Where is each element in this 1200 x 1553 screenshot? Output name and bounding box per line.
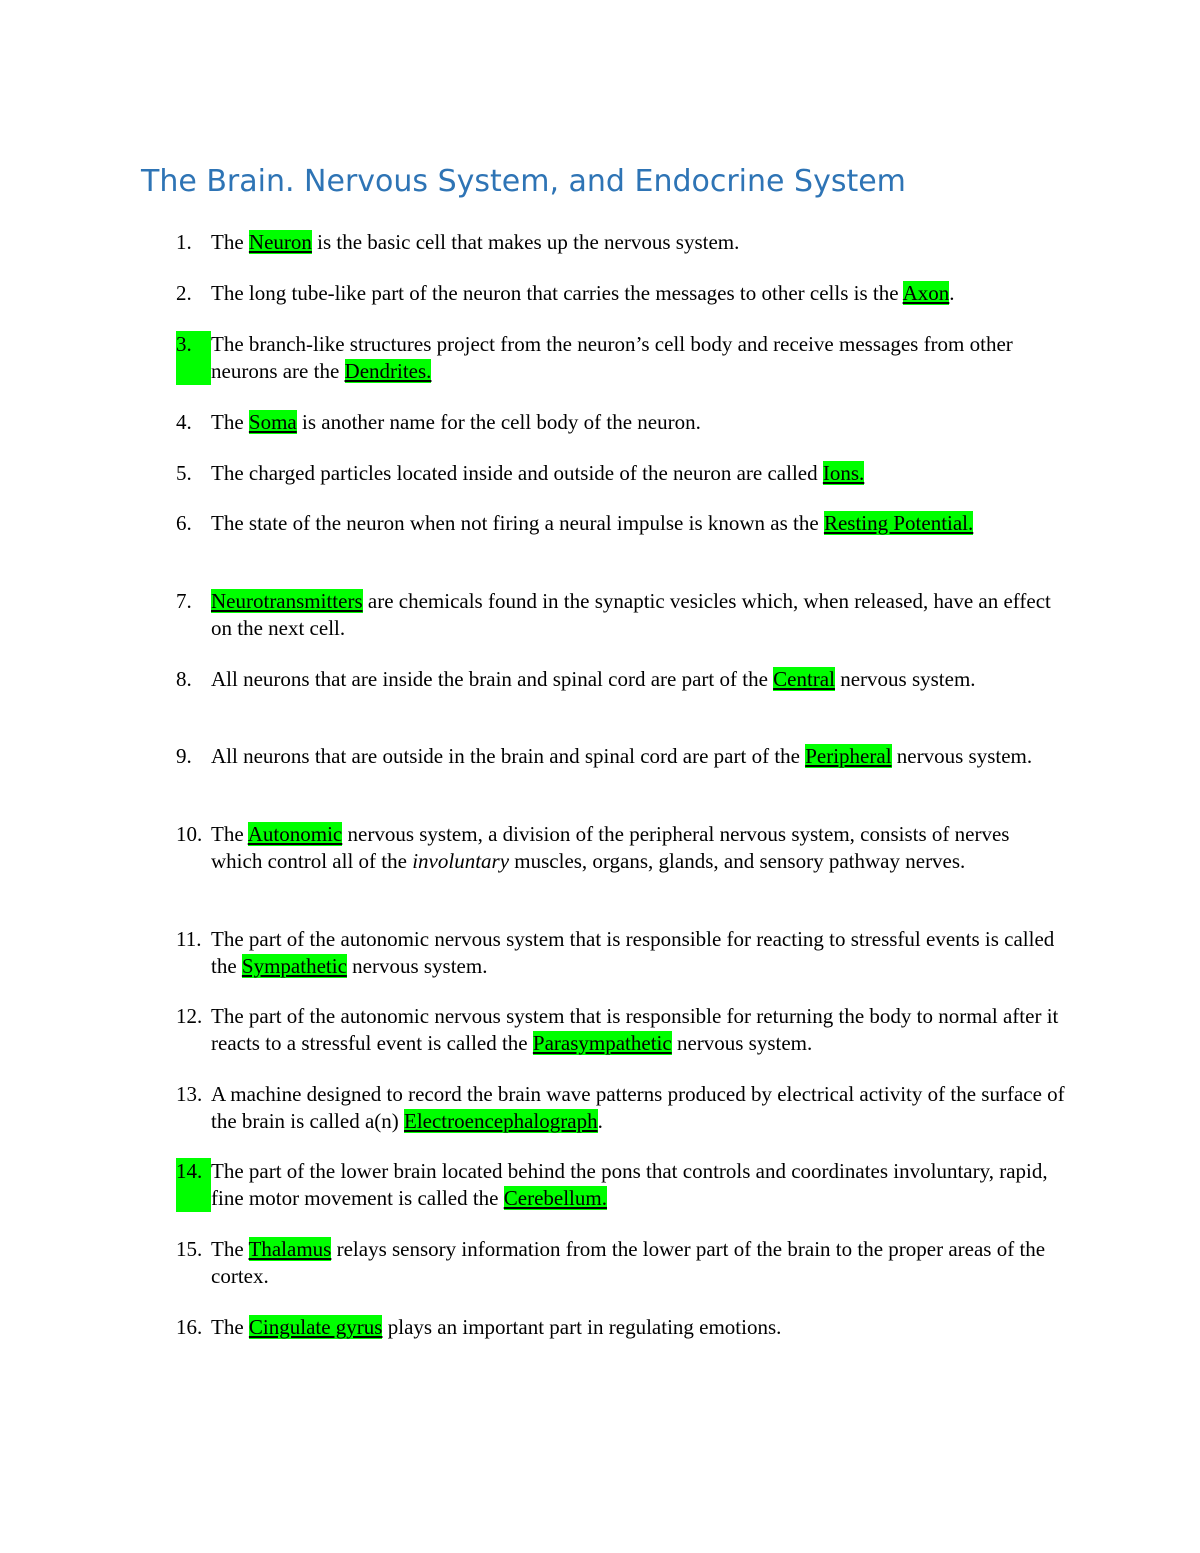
question-text: The part of the autonomic nervous system that is responsible for returning the body to normal after it reacts to a stressful event is called the Parasympathetic nervous system. — [211, 1004, 1059, 1055]
question-number: 7. — [176, 589, 192, 613]
answer-highlight: Ions. — [822, 461, 865, 485]
question-number: 14. — [176, 1158, 211, 1212]
question-number: 9. — [176, 744, 192, 768]
question-text: All neurons that are inside the brain and spinal cord are part of the Central nervous system. — [211, 667, 976, 691]
question-item — [176, 821, 1066, 875]
answer-highlight: Sympathetic — [241, 954, 347, 978]
question-text: The long tube-like part of the neuron that carries the messages to other cells is the Axon. — [211, 281, 955, 305]
answer-highlight: Central — [773, 667, 835, 691]
question-item — [176, 331, 1066, 385]
question-text: The part of the lower brain located behind the pons that controls and coordinates involuntary, rapid, fine motor movement is called the Cerebellum. — [211, 1159, 1048, 1210]
question-text: All neurons that are outside in the brain and spinal cord are part of the Peripheral nervous system. — [211, 744, 1033, 768]
answer-highlight: Thalamus — [248, 1237, 332, 1261]
question-item — [176, 510, 1066, 537]
question-text: Neurotransmitters are chemicals found in the synaptic vesicles which, when released, have an effect on the next cell. — [211, 589, 1051, 640]
question-number: 10. — [176, 822, 203, 846]
question-text: The Cingulate gyrus plays an important part in regulating emotions. — [211, 1315, 782, 1339]
question-text: The Autonomic nervous system, a division of the peripheral nervous system, consists of nerves which control all of the involuntary muscles, organs, glands, and sensory pathway nerves. — [211, 822, 1010, 873]
answer-highlight: Parasympathetic — [532, 1031, 672, 1055]
answer-highlight: Axon — [902, 281, 950, 305]
question-number: 6. — [176, 511, 192, 535]
question-item — [176, 229, 1066, 256]
question-item — [176, 280, 1066, 307]
question-text: The Neuron is the basic cell that makes up the nervous system. — [211, 230, 740, 254]
answer-highlight: Electroencephalograph — [404, 1109, 598, 1133]
question-number: 16. — [176, 1315, 203, 1339]
question-item — [176, 1236, 1066, 1290]
answer-highlight: Cingulate gyrus — [248, 1315, 383, 1339]
answer-highlight: Neuron — [248, 230, 312, 254]
question-number: 12. — [176, 1004, 203, 1028]
question-item — [176, 1158, 1066, 1212]
question-item — [176, 588, 1066, 642]
question-item — [176, 1081, 1066, 1135]
question-item — [176, 1314, 1066, 1341]
question-item — [176, 743, 1066, 770]
question-text: The Thalamus relays sensory information from the lower part of the brain to the proper areas of the cortex. — [211, 1237, 1046, 1288]
answer-highlight: Resting Potential. — [823, 511, 974, 535]
question-text: The Soma is another name for the cell body of the neuron. — [211, 410, 701, 434]
question-item — [176, 666, 1066, 693]
question-item — [176, 1003, 1066, 1057]
question-number: 5. — [176, 461, 192, 485]
question-number: 11. — [176, 927, 202, 951]
question-number: 8. — [176, 667, 192, 691]
question-item — [176, 926, 1066, 980]
question-number: 13. — [176, 1082, 203, 1106]
question-text: The charged particles located inside and outside of the neuron are called Ions. — [211, 461, 865, 485]
answer-highlight: Cerebellum. — [503, 1186, 607, 1210]
emphasis-text: involuntary — [412, 849, 510, 873]
question-text: A machine designed to record the brain wave patterns produced by electrical activity of the surface of the brain is called a(n) Electroencephalograph. — [211, 1082, 1065, 1133]
answer-highlight: Dendrites. — [344, 359, 432, 383]
answer-highlight: Peripheral — [805, 744, 892, 768]
answer-highlight: Autonomic — [247, 822, 343, 846]
question-number: 3. — [176, 331, 211, 385]
question-item — [176, 409, 1066, 436]
question-number: 15. — [176, 1237, 203, 1261]
question-text: The part of the autonomic nervous system that is responsible for reacting to stressful events is called the Sympathetic nervous system. — [211, 927, 1055, 978]
question-number: 4. — [176, 410, 192, 434]
answer-highlight: Neurotransmitters — [211, 589, 363, 613]
question-text: The state of the neuron when not firing a neural impulse is known as the Resting Potential. — [211, 511, 974, 535]
question-item — [176, 460, 1066, 487]
answer-highlight: Soma — [248, 410, 297, 434]
page-title: The Brain. Nervous System, and Endocrine System — [141, 164, 906, 199]
question-number: 2. — [176, 281, 192, 305]
question-text: The branch-like structures project from the neuron’s cell body and receive messages from other neurons are the Dendrites. — [211, 332, 1013, 383]
question-number: 1. — [176, 230, 192, 254]
